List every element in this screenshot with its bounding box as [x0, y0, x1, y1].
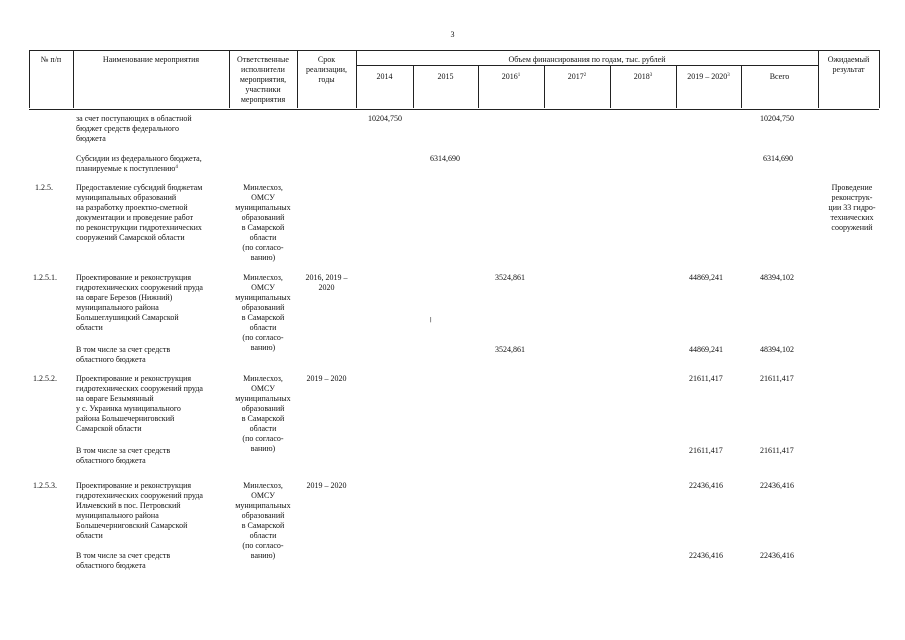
row-subsidies-2015: 6314,690	[430, 154, 460, 163]
year-2015: 2015	[437, 72, 454, 81]
item-responsible: Минлесхоз, ОМСУ муниципальных образований в Самарской области (по согласо- ванию)	[235, 374, 291, 453]
subitem-total: 48394,102	[760, 345, 794, 354]
item-name: Проектирование и реконструкция гидротехнических сооружений пруда на овраге Березов (Нижний) муниципального района Большеглушицкий Самарской области	[76, 273, 203, 332]
subitem-2019-2020: 44869,241	[689, 345, 723, 354]
header-responsible: Ответственные исполнители мероприятия, участники мероприятия	[237, 55, 289, 104]
year-2018: 2018$^3$	[633, 72, 653, 81]
subitem-name: В том числе за счет средств областного бюджета	[76, 446, 171, 465]
item-term: 2019 – 2020	[306, 481, 347, 490]
item-responsible: Минлесхоз, ОМСУ муниципальных образований в Самарской области (по согласо- ванию)	[235, 481, 291, 560]
header-num: № п/п	[40, 55, 62, 64]
year-2016: 2016$^1$	[501, 72, 521, 81]
item-total: 22436,416	[760, 481, 794, 490]
row-subsidies-total: 6314,690	[763, 154, 793, 163]
page-number: 3	[450, 30, 455, 39]
year-total: Всего	[769, 72, 790, 81]
item-total: 21611,417	[760, 374, 794, 383]
subitem-2016: 3524,861	[495, 345, 525, 354]
header-term: Срок реализации, годы	[305, 55, 348, 84]
item-2019-2020: 44869,241	[689, 273, 723, 282]
item-responsible: Минлесхоз, ОМСУ муниципальных образований в Самарской области (по согласо- ванию)	[235, 183, 291, 262]
funding-divider	[356, 65, 818, 66]
year-2019-2020: 2019 – 2020$^3$	[687, 72, 730, 81]
subitem-total: 22436,416	[760, 551, 794, 560]
item-2016: 3524,861	[495, 273, 525, 282]
row-subsidies-name: Субсидии из федерального бюджета, планируемые к поступлению$^4$	[76, 154, 202, 173]
header-funding-title: Объем финансирования по годам, тыс. рублей	[508, 55, 666, 64]
header-result: Ожидаемый результат	[827, 55, 870, 74]
row-federal-funds-2014: 10204,750	[368, 114, 402, 123]
item-responsible: Минлесхоз, ОМСУ муниципальных образований в Самарской области (по согласо- ванию)	[235, 273, 291, 352]
item-name: Проектирование и реконструкция гидротехнических сооружений пруда на овраге Безымянный у с. Украинка муниципального района Большечерниговский Самарской области	[76, 374, 203, 433]
subitem-2019-2020: 21611,417	[689, 446, 723, 455]
year-2014: 2014	[376, 72, 393, 81]
row-federal-funds-total: 10204,750	[760, 114, 794, 123]
item-term: 2019 – 2020	[306, 374, 347, 383]
item-num: 1.2.5.1.	[33, 273, 57, 282]
item-term: 2016, 2019 – 2020	[305, 273, 348, 292]
scan-mark: ╷	[428, 312, 434, 322]
item-num: 1.2.5.2.	[33, 374, 57, 383]
item-name: Предоставление субсидий бюджетам муниципальных образований на разработку проектно-сметной документации и проведение работ по реконструкции гидротехнических сооружений Самарской области	[76, 183, 203, 242]
item-2019-2020: 22436,416	[689, 481, 723, 490]
item-num: 1.2.5.	[35, 183, 53, 192]
item-total: 48394,102	[760, 273, 794, 282]
item-name: Проектирование и реконструкция гидротехнических сооружений пруда Ильчевский в пос. Петровский муниципального района Большечерниговский Самарской области	[76, 481, 203, 540]
item-num: 1.2.5.3.	[33, 481, 57, 490]
subitem-2019-2020: 22436,416	[689, 551, 723, 560]
item-result: Проведение реконструк- ции 33 гидро- технических сооружений	[828, 183, 876, 232]
subitem-name: В том числе за счет средств областного бюджета	[76, 551, 171, 570]
row-federal-funds-name: за счет поступающих в областной бюджет средств федерального бюджета	[76, 114, 192, 143]
subitem-total: 21611,417	[760, 446, 794, 455]
col-divider	[879, 50, 880, 108]
item-2019-2020: 21611,417	[689, 374, 723, 383]
subitem-name: В том числе за счет средств областного бюджета	[76, 345, 171, 364]
year-2017: 2017$^2$	[567, 72, 587, 81]
header-name: Наименование мероприятия	[102, 55, 200, 64]
